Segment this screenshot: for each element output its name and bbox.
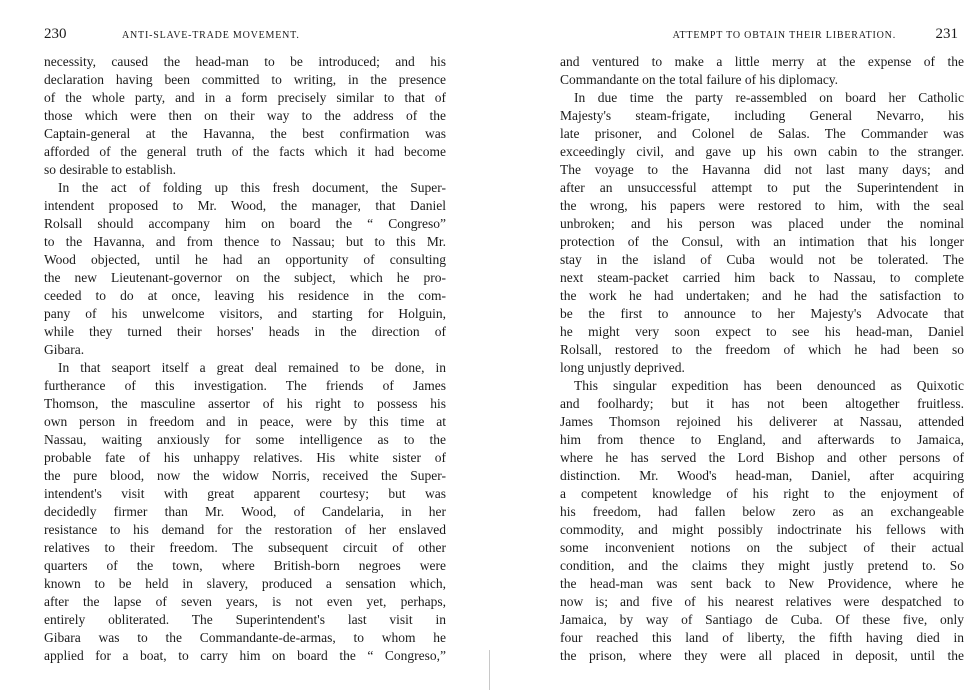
text-line: Commandante on the total failure of his diplomacy. <box>560 72 839 87</box>
right-page <box>490 0 980 690</box>
text-line: the prison, where they were all placed in deposit, until the <box>560 648 964 663</box>
text-line: he might very soon expect to see his head-man, Daniel <box>560 324 964 339</box>
text-line: This singular expedition has been denounced as Quixotic <box>574 378 964 393</box>
text-line: furtherance of this investigation. The friends of James <box>44 378 446 393</box>
text-line: while they turned their horses' heads in the direction of <box>44 324 446 339</box>
text-line: the work he had undertaken; and he had the satisfaction to <box>560 288 964 303</box>
text-line: the new Lieutenant-governor on the subject, which he pro- <box>44 270 446 285</box>
text-line: commodity, and might possibly indoctrinate his fellows with <box>560 522 964 537</box>
text-line: declaration having been committed to writing, in the presence <box>44 72 446 87</box>
text-line: afforded of the general truth of the facts which it had become <box>44 144 446 159</box>
text-line: distinction. Mr. Wood's head-man, Daniel, after acquiring <box>560 468 964 483</box>
text-line: own person in freedom and in peace, were by this time at <box>44 414 446 429</box>
text-line: Captain-general at the Havanna, the best confirmation was <box>44 126 446 141</box>
text-line: his freedom, had fallen below zero as an exchangeable <box>560 504 964 519</box>
text-line: some inconvenient notions on the subject of their actual <box>560 540 964 555</box>
text-line: Gibara. <box>44 342 85 357</box>
text-line: four reached this land of liberty, the fifth having died in <box>560 630 964 645</box>
text-line: resistance to his demand for the restoration of her enslaved <box>44 522 446 537</box>
left-page-number: 230 <box>44 26 67 42</box>
left-page-header <box>44 26 444 46</box>
text-line: necessity, caused the head-man to be introduced; and his <box>44 54 446 69</box>
text-line: Gibara was to the Commandante-de-armas, to whom he <box>44 630 446 645</box>
text-line: a competent knowledge of his right to the enjoyment of <box>560 486 964 501</box>
text-line: where he has served the Lord Bishop and other persons of <box>560 450 964 465</box>
text-line: the wrong, his papers were restored to him, with the seal <box>560 198 964 213</box>
text-line: now is; and five of his nearest relatives were despatched to <box>560 594 964 609</box>
text-line: pany of his unwelcome visitors, and starting for Holguin, <box>44 306 446 321</box>
text-line: and foolhardy; but it has not been altogether fruitless. <box>560 396 964 411</box>
right-page-header <box>560 26 958 46</box>
text-line: long unjustly deprived. <box>560 360 685 375</box>
text-line: intendent's visit with great apparent courtesy; but was <box>44 486 446 501</box>
text-line: probable fate of his unhappy relatives. His white sister of <box>44 450 446 465</box>
text-line: known to be held in slavery, produced a sensation which, <box>44 576 446 591</box>
text-line: applied for a boat, to carry him on board the “ Congreso,” <box>44 648 446 663</box>
text-line: Nassau, waiting anxiously for some intelligence as to the <box>44 432 446 447</box>
text-line: Rolsall, restored to the freedom of which he had been so <box>560 342 964 357</box>
text-line: be the first to announce to her Majesty's Advocate that <box>560 306 964 321</box>
text-line: and ventured to make a little merry at the expense of the <box>560 54 964 69</box>
left-page-text <box>44 53 446 665</box>
text-line: Thomson, the masculine assertor of his right to possess his <box>44 396 446 411</box>
left-running-head: ANTI-SLAVE-TRADE MOVEMENT. <box>122 30 300 41</box>
text-line: condition, and the claims they might justly pretend to. So <box>560 558 964 573</box>
text-line: Majesty's steam-frigate, including General Nevarro, his <box>560 108 964 123</box>
text-line: after the lapse of seven years, is not even yet, perhaps, <box>44 594 446 609</box>
text-line: of the whole party, and in a form precisely similar to that of <box>44 90 446 105</box>
text-line: next steam-packet carried him back to Nassau, to complete <box>560 270 964 285</box>
text-line: decidedly firmer than Mr. Wood, of Candelaria, in her <box>44 504 446 519</box>
text-line: Wood objected, until he had an opportunity of consulting <box>44 252 446 267</box>
text-line: The voyage to the Havanna did not last many days; and <box>560 162 964 177</box>
text-line: ceeded to do at once, leaving his residence in the com- <box>44 288 446 303</box>
text-line: the pure blood, now the widow Norris, received the Super- <box>44 468 446 483</box>
text-line: exceedingly civil, and gave up his own cabin to the stranger. <box>560 144 964 159</box>
text-line: stay in the island of Cuba would not be tolerated. The <box>560 252 964 267</box>
text-line: late prisoner, and Colonel de Salas. The Commander was <box>560 126 964 141</box>
text-line: In due time the party re-assembled on board her Catholic <box>574 90 964 105</box>
text-line: unbroken; and his person was placed under the nominal <box>560 216 964 231</box>
text-line: so desirable to establish. <box>44 162 176 177</box>
text-line: James Thomson rejoined his deliverer at Nassau, attended <box>560 414 964 429</box>
right-page-number: 231 <box>935 26 958 42</box>
text-line: the head-man was sent back to New Providence, where he <box>560 576 964 591</box>
text-line: him from thence to England, and afterwards to Jamaica, <box>560 432 964 447</box>
text-line: after an unsuccessful attempt to put the Superintendent in <box>560 180 964 195</box>
text-line: Rolsall should accompany him on board the “ Congreso” <box>44 216 446 231</box>
text-line: to the Havanna, and from thence to Nassau; but to this Mr. <box>44 234 446 249</box>
text-line: entirely obliterated. The Superintendent's last visit in <box>44 612 446 627</box>
text-line: relatives to their freedom. The subsequent circuit of other <box>44 540 446 555</box>
right-page-text <box>560 53 964 665</box>
text-line: protection of the Consul, with an intimation that his longer <box>560 234 964 249</box>
text-line: those which were then on their way to the address of the <box>44 108 446 123</box>
text-line: In the act of folding up this fresh document, the Super- <box>58 180 446 195</box>
text-line: intendent proposed to Mr. Wood, the manager, that Daniel <box>44 198 446 213</box>
text-line: quarters of the town, where British-born negroes were <box>44 558 446 573</box>
text-line: In that seaport itself a great deal remained to be done, in <box>58 360 446 375</box>
text-line: Jamaica, by way of Santiago de Cuba. Of these five, only <box>560 612 964 627</box>
right-running-head: ATTEMPT TO OBTAIN THEIR LIBERATION. <box>672 30 896 41</box>
